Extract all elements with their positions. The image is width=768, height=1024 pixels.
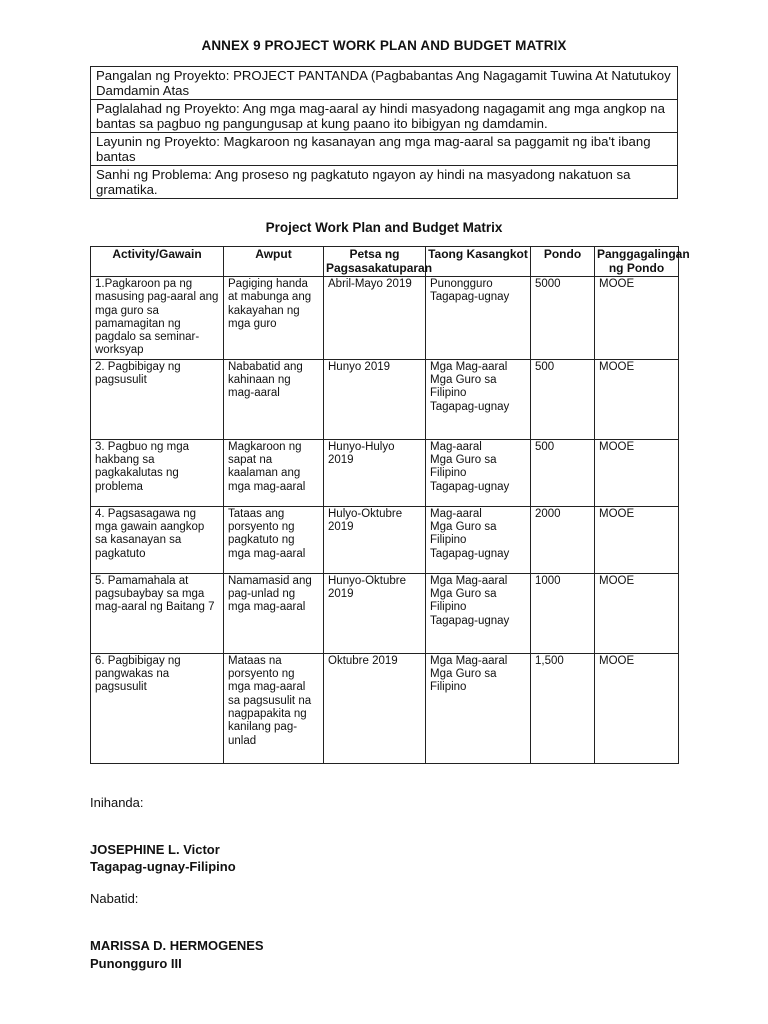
activity-cell: 1.Pagkaroon pa ng masusing pag-aaral ang mga guro sa pamamagitan ng pagdalo sa seminar-worksyap: [91, 277, 224, 360]
output-cell: Tataas ang porsyento ng pagkatuto ng mga mag-aaral: [224, 506, 324, 573]
header-date: Petsa ng Pagsasakatuparan: [324, 247, 426, 277]
table-row: [91, 439, 679, 506]
people-cell: Mag-aaral Mga Guro sa Filipino Tagapag-ugnay: [426, 439, 531, 506]
date-cell: Abril-Mayo 2019: [324, 277, 426, 360]
info-row: [91, 166, 678, 199]
preparer-title: Tagapag-ugnay-Filipino: [90, 859, 236, 874]
output-cell: Mataas na porsyento ng mga mag-aaral sa pagsusulit na nagpapakita ng kanilang pag-unlad: [224, 653, 324, 763]
fund-source-cell: MOOE: [595, 277, 679, 360]
prepared-by-label: Inihanda:: [90, 795, 144, 810]
activity-cell: 3. Pagbuo ng mga hakbang sa pagkakalutas ng problema: [91, 439, 224, 506]
table-row: [91, 359, 679, 439]
document-title: ANNEX 9 PROJECT WORK PLAN AND BUDGET MATRIX: [201, 38, 567, 53]
output-cell: Pagiging handa at mabunga ang kakayahan ng mga guro: [224, 277, 324, 360]
fund-cell: 500: [531, 439, 595, 506]
table-row: [91, 506, 679, 573]
problem-cause-cell: Sanhi ng Problema: Ang proseso ng pagkatuto ngayon ay hindi na masyadong nakatuon sa gramatika.: [91, 166, 678, 199]
output-cell: Nababatid ang kahinaan ng mag-aaral: [224, 359, 324, 439]
activity-cell: 2. Pagbibigay ng pagsusulit: [91, 359, 224, 439]
project-name-cell: Pangalan ng Proyekto: PROJECT PANTANDA (Pagbabantas Ang Nagagamit Tuwina At Natutukoy Damdamin Atas: [91, 67, 678, 100]
table-row: [91, 573, 679, 653]
matrix-title: Project Work Plan and Budget Matrix: [265, 220, 503, 235]
project-objective-cell: Layunin ng Proyekto: Magkaroon ng kasanayan ang mga mag-aaral sa paggamit ng iba't ibang bantas: [91, 133, 678, 166]
table-row: [91, 653, 679, 763]
activity-cell: 6. Pagbibigay ng pangwakas na pagsusulit: [91, 653, 224, 763]
people-cell: Mag-aaral Mga Guro sa Filipino Tagapag-ugnay: [426, 506, 531, 573]
preparer-name: JOSEPHINE L. Victor: [90, 842, 220, 857]
activity-cell: 5. Pamamahala at pagsubaybay sa mga mag-aaral ng Baitang 7: [91, 573, 224, 653]
fund-cell: 1000: [531, 573, 595, 653]
people-cell: Mga Mag-aaral Mga Guro sa Filipino Tagapag-ugnay: [426, 573, 531, 653]
date-cell: Oktubre 2019: [324, 653, 426, 763]
header-activity: Activity/Gawain: [91, 247, 224, 277]
work-plan-table: [90, 246, 690, 764]
info-row: [91, 67, 678, 100]
fund-cell: 2000: [531, 506, 595, 573]
date-cell: Hunyo-Oktubre 2019: [324, 573, 426, 653]
header-fund-source: Panggagalingan ng Pondo: [595, 247, 679, 277]
project-statement-cell: Paglalahad ng Proyekto: Ang mga mag-aaral ay hindi masyadong nagagamit ang mga angkop na bantas sa pagbuo ng pangungusap at kung paano ito bibigyan ng damdamin.: [91, 100, 678, 133]
date-cell: Hulyo-Oktubre 2019: [324, 506, 426, 573]
header-fund: Pondo: [531, 247, 595, 277]
output-cell: Namamasid ang pag-unlad ng mga mag-aaral: [224, 573, 324, 653]
people-cell: Mga Mag-aaral Mga Guro sa Filipino: [426, 653, 531, 763]
fund-source-cell: MOOE: [595, 506, 679, 573]
fund-cell: 1,500: [531, 653, 595, 763]
approver-title: Punongguro III: [90, 956, 182, 971]
people-cell: Punongguro Tagapag-ugnay: [426, 277, 531, 360]
date-cell: Hunyo 2019: [324, 359, 426, 439]
table-row: [91, 277, 679, 360]
header-output: Awput: [224, 247, 324, 277]
project-info-box: [90, 66, 678, 199]
header-people: Taong Kasangkot: [426, 247, 531, 277]
info-row: [91, 100, 678, 133]
noted-by-label: Nabatid:: [90, 891, 139, 906]
fund-source-cell: MOOE: [595, 439, 679, 506]
table-header-row: [91, 247, 679, 277]
output-cell: Magkaroon ng sapat na kaalaman ang mga mag-aaral: [224, 439, 324, 506]
info-row: [91, 133, 678, 166]
fund-cell: 5000: [531, 277, 595, 360]
fund-cell: 500: [531, 359, 595, 439]
activity-cell: 4. Pagsasagawa ng mga gawain aangkop sa kasanayan sa pagkatuto: [91, 506, 224, 573]
fund-source-cell: MOOE: [595, 653, 679, 763]
people-cell: Mga Mag-aaral Mga Guro sa Filipino Tagapag-ugnay: [426, 359, 531, 439]
approver-name: MARISSA D. HERMOGENES: [90, 938, 264, 953]
fund-source-cell: MOOE: [595, 573, 679, 653]
date-cell: Hunyo-Hulyo 2019: [324, 439, 426, 506]
fund-source-cell: MOOE: [595, 359, 679, 439]
